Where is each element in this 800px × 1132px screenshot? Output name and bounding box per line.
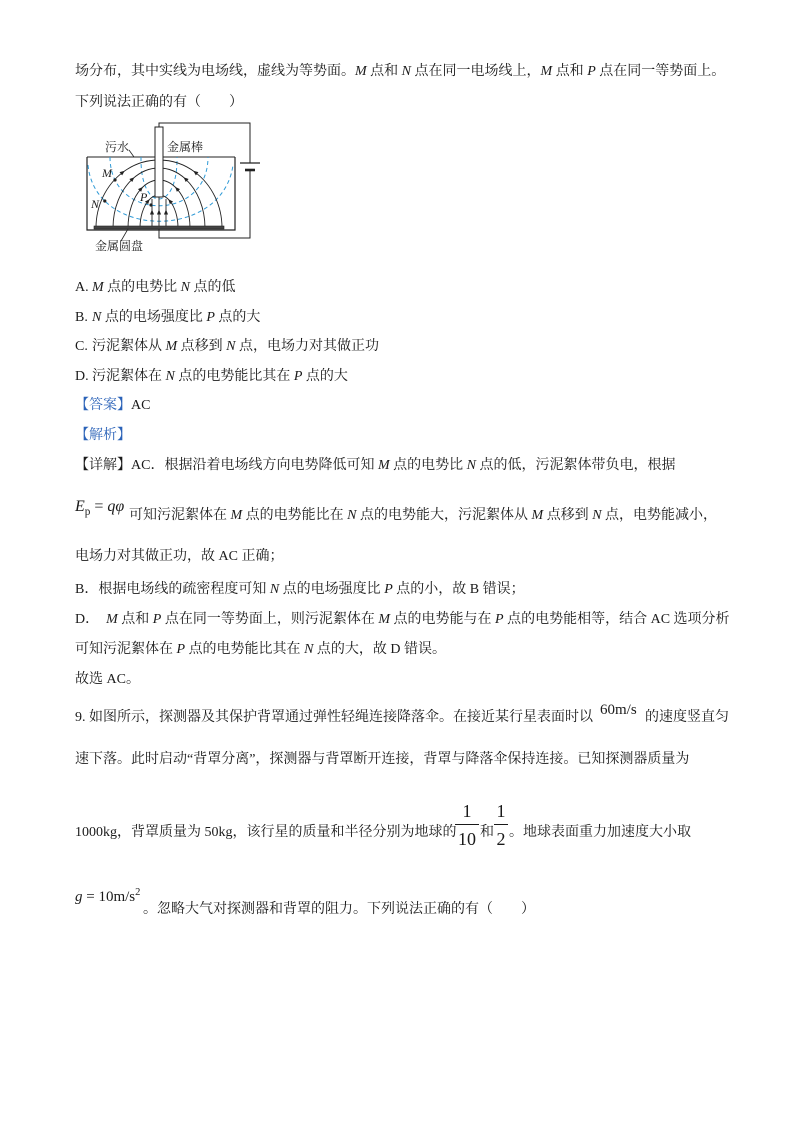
- label-leader: [129, 150, 134, 157]
- math-variable: M: [92, 280, 104, 295]
- text-run: 点的大: [302, 369, 348, 384]
- analysis-line: [75, 426, 131, 446]
- point-m-marker: [113, 178, 116, 181]
- math-variable: N: [165, 369, 175, 384]
- text-run: 污泥絮体从: [92, 339, 166, 354]
- text-run: 点的低: [190, 280, 236, 295]
- text-run: = 10m/s: [82, 889, 136, 905]
- math-variable: N: [466, 458, 476, 473]
- label-point-p: P: [140, 190, 148, 204]
- text-run: 点和: [552, 64, 588, 79]
- answer-line: [75, 396, 150, 416]
- math-variable: E: [75, 498, 85, 515]
- superscript: 2: [135, 887, 141, 898]
- label-point-n: N: [91, 197, 100, 211]
- math-variable: M: [165, 339, 178, 354]
- text-run: B．根据电场线的疏密程度可知: [75, 582, 270, 597]
- math-variable: N: [226, 339, 236, 354]
- detail-option-d-line-1: [75, 610, 730, 630]
- label-metal-disk: 金属圆盘: [95, 239, 144, 253]
- text-run: 污泥絮体在: [92, 369, 166, 384]
- text-run: 下列说法正确的有（ ）: [75, 95, 243, 110]
- q9-line-1-end: [645, 708, 729, 728]
- text-run: 【详解】AC．根据沿着电场线方向电势降低可知: [75, 458, 378, 473]
- math-variable: N: [592, 508, 602, 523]
- math-variable: P: [293, 369, 303, 384]
- option-label: D.: [75, 369, 89, 384]
- q9-speed-value: [600, 700, 637, 720]
- text-run: 点在同一电场线上，: [411, 64, 541, 79]
- detail-option-d-line-2: [75, 640, 446, 660]
- label-metal-rod: 金属棒: [167, 140, 204, 154]
- field-line: [128, 180, 159, 228]
- math-variable: g: [75, 889, 83, 905]
- math-variable: P: [206, 310, 215, 325]
- fraction-bar: [494, 824, 508, 825]
- text-run: 点的电势能与在: [390, 612, 496, 627]
- text-run: 可知污泥絮体在: [129, 508, 231, 523]
- math-variable: P: [384, 582, 393, 597]
- text-run: 可知污泥絮体在: [75, 642, 177, 657]
- text-run: 点的电势比: [103, 280, 181, 295]
- gravity-formula: [75, 887, 140, 907]
- math-variable: M: [106, 612, 118, 627]
- text-run: 点的电场强度比: [101, 310, 207, 325]
- text-run: 点，电势能减小，: [601, 508, 718, 523]
- text-run: 点的大: [214, 310, 261, 325]
- question-stem-line-2: [75, 93, 243, 113]
- math-variable: M: [230, 508, 243, 523]
- detail-option-b: [75, 580, 525, 600]
- text-run: D．: [75, 612, 107, 627]
- math-variable: qφ: [107, 498, 125, 515]
- text-run: 点移到: [543, 508, 593, 523]
- math-variable: N: [92, 310, 102, 325]
- electrolysis-figure: [80, 120, 270, 255]
- text-run: 点和: [117, 612, 153, 627]
- potential-energy-formula: [75, 497, 124, 517]
- text-run: =: [90, 498, 108, 515]
- q9-conjunction: 和: [480, 825, 494, 840]
- field-line: [159, 160, 222, 228]
- q9-line-1: [75, 708, 593, 728]
- text-run: 点的低，污泥絮体带负电，根据: [475, 458, 676, 473]
- detail-line-2: [129, 506, 717, 526]
- field-line: [159, 195, 178, 228]
- text-run: 点的电场强度比: [279, 582, 385, 597]
- text-run: 点的电势比: [389, 458, 467, 473]
- math-variable: P: [176, 642, 186, 657]
- math-variable: P: [495, 612, 504, 627]
- option-a: [75, 278, 236, 298]
- answer-tag: 【答案】: [75, 398, 131, 413]
- label-point-m: M: [102, 166, 112, 180]
- math-variable: P: [152, 612, 162, 627]
- q9-line-3-end: 。地球表面重力加速度大小取: [509, 825, 691, 840]
- text-run: 60m/s: [600, 702, 637, 718]
- analysis-tag: 【解析】: [75, 428, 131, 443]
- option-text: [92, 337, 379, 357]
- text-run: 点的小，故 B 错误；: [392, 582, 525, 597]
- text-run: 9. 如图所示，探测器及其保护背罩通过弹性轻绳连接降落伞。在接近某行星表面时以: [75, 710, 593, 725]
- metal-disk: [94, 226, 224, 229]
- text-run: 点的电势能大，污泥絮体从: [356, 508, 532, 523]
- text-run: 点在同一等势面上。: [595, 64, 726, 79]
- fraction-numerator: 1: [496, 801, 506, 821]
- label-sewage: 污水: [105, 140, 130, 154]
- subscript: p: [84, 506, 91, 519]
- text-run: 点的电势能比其在: [174, 369, 294, 384]
- option-label: C.: [75, 339, 88, 354]
- detail-line-1: [75, 456, 675, 476]
- option-label: A.: [75, 280, 89, 295]
- math-variable: M: [355, 64, 367, 79]
- fraction-mass-ratio: [455, 800, 479, 850]
- detail-line-3: [75, 547, 283, 567]
- text-run: 点和: [366, 64, 402, 79]
- option-text: [92, 308, 260, 328]
- option-label: B.: [75, 310, 88, 325]
- q9-line-2: [75, 750, 689, 770]
- point-n-marker: [103, 199, 106, 202]
- point-p-marker: [149, 203, 152, 206]
- text-run: 点的电势能比其在: [185, 642, 305, 657]
- fraction-denominator: 10: [458, 829, 476, 849]
- fraction-numerator: 1: [462, 801, 472, 821]
- math-variable: N: [401, 64, 412, 79]
- text-run: 点的电势能相等，结合 AC 选项分析: [503, 612, 730, 627]
- math-variable: M: [540, 64, 553, 79]
- fraction-radius-ratio: [494, 800, 508, 850]
- answer-value: AC: [131, 398, 151, 413]
- text-run: 点在同一等势面上，则污泥絮体在: [161, 612, 379, 627]
- question-stem-line-1: [75, 62, 725, 82]
- text-run: 电场力对其做正功，故 AC 正确；: [75, 549, 284, 564]
- metal-rod: [155, 127, 163, 197]
- option-d: [75, 367, 348, 387]
- math-variable: N: [180, 280, 191, 295]
- math-variable: M: [378, 612, 391, 627]
- text-run: 点的大，故 D 错误。: [313, 642, 447, 657]
- math-variable: M: [531, 508, 544, 523]
- math-variable: N: [347, 508, 357, 523]
- text-run: 1000kg，背罩质量为 50kg，该行星的质量和半径分别为地球的: [75, 825, 457, 840]
- option-c: [75, 337, 380, 357]
- detail-conclusion: 故选 AC。: [75, 672, 140, 687]
- option-text: [92, 367, 348, 387]
- text-run: 点，电场力对其做正功: [235, 339, 380, 354]
- math-variable: N: [304, 642, 314, 657]
- fraction-denominator: 2: [496, 829, 506, 849]
- text-run: 场分布，其中实线为电场线，虚线为等势面。: [75, 64, 355, 79]
- option-text: [92, 278, 236, 298]
- text-run: 的速度竖直匀: [645, 710, 729, 725]
- fraction-bar: [455, 824, 479, 825]
- text-run: 速下落。此时启动“背罩分离”，探测器与背罩断开连接，背罩与降落伞保持连接。已知探测器质量为: [75, 752, 690, 767]
- math-variable: M: [377, 458, 390, 473]
- text-run: 点移到: [177, 339, 227, 354]
- math-variable: P: [587, 64, 596, 79]
- q9-line-4: 。忽略大气对探测器和背罩的阻力。下列说法正确的有（ ）: [143, 902, 535, 917]
- math-variable: N: [269, 582, 280, 597]
- text-run: 点的电势能比在: [242, 508, 348, 523]
- option-b: [75, 308, 261, 328]
- q9-line-3: [75, 823, 457, 843]
